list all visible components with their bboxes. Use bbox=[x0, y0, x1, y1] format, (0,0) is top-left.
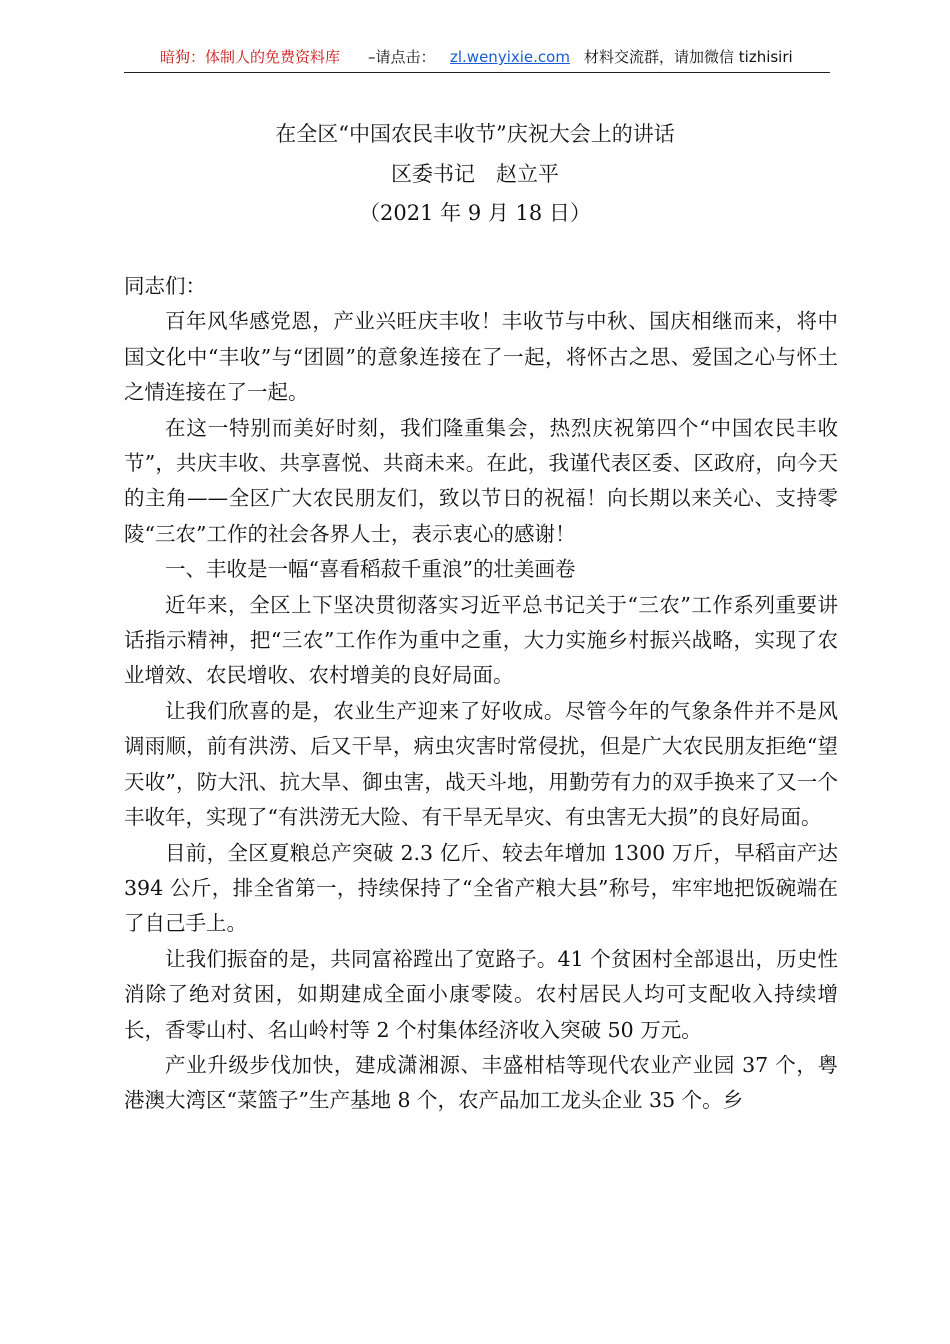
header-group-text: 材料交流群，请加微信 tizhisiri bbox=[584, 48, 793, 66]
header-brand-text: 暗狗：体制人的免费资料库 bbox=[160, 48, 341, 66]
document-date: （2021 年 9 月 18 日） bbox=[359, 201, 591, 225]
paragraph: 产业升级步伐加快，建成潇湘源、丰盛柑桔等现代农业产业园 37 个，粤港澳大湾区“菜篮子”生产基地 8 个，农产品加工龙头企业 35 个。乡 bbox=[124, 1052, 838, 1113]
greeting: 同志们： bbox=[124, 274, 206, 298]
paragraph: 近年来，全区上下坚决贯彻落实习近平总书记关于“三农”工作系列重要讲话指示精神，把“三农”工作作为重中之重，大力实施乡村振兴战略，实现了农业增效、农民增收、农村增美的良好局面。 bbox=[124, 592, 838, 688]
document-body bbox=[124, 269, 838, 1119]
header-prompt-text: –请点击： bbox=[368, 48, 436, 66]
document-author: 区委书记 赵立平 bbox=[391, 162, 559, 186]
paragraph: 目前，全区夏粮总产突破 2.3 亿斤、较去年增加 1300 万斤，早稻亩产达 394 公斤，排全省第一，持续保持了“全省产粮大县”称号，牢牢地把饭碗端在了自己手上。 bbox=[124, 840, 838, 936]
section-heading: 一、丰收是一幅“喜看稻菽千重浪”的壮美画卷 bbox=[165, 557, 576, 582]
document-title: 在全区“中国农民丰收节”庆祝大会上的讲话 bbox=[275, 122, 675, 146]
paragraph: 让我们欣喜的是，农业生产迎来了好收成。尽管今年的气象条件并不是风调雨顺，前有洪涝、后又干旱，病虫灾害时常侵扰，但是广大农民朋友拒绝“望天收”，防大汛、抗大旱、御虫害，战天斗地，用勤劳有力的双手换来了又一个丰收年，实现了“有洪涝无大险、有干旱无旱灾、有虫害无大损”的良好局面。 bbox=[124, 698, 838, 830]
header-link[interactable]: zl.wenyixie.com bbox=[450, 48, 570, 66]
paragraph: 在这一特别而美好时刻，我们隆重集会，热烈庆祝第四个“中国农民丰收节”，共庆丰收、共享喜悦、共商未来。在此，我谨代表区委、区政府，向今天的主角——全区广大农民朋友们，致以节日的祝福！向长期以来关心、支持零陵“三农”工作的社会各界人士，表示衷心的感谢！ bbox=[124, 415, 838, 546]
page-header bbox=[124, 46, 830, 73]
paragraph: 让我们振奋的是，共同富裕蹚出了宽路子。41 个贫困村全部退出，历史性消除了绝对贫困，如期建成全面小康零陵。农村居民人均可支配收入持续增长，香零山村、名山岭村等 2 个村集体经济收入突破 50 万元。 bbox=[124, 946, 838, 1042]
paragraph: 百年风华感党恩，产业兴旺庆丰收！丰收节与中秋、国庆相继而来，将中国文化中“丰收”与“团圆”的意象连接在了一起，将怀古之思、爱国之心与怀土之情连接在了一起。 bbox=[124, 309, 838, 405]
